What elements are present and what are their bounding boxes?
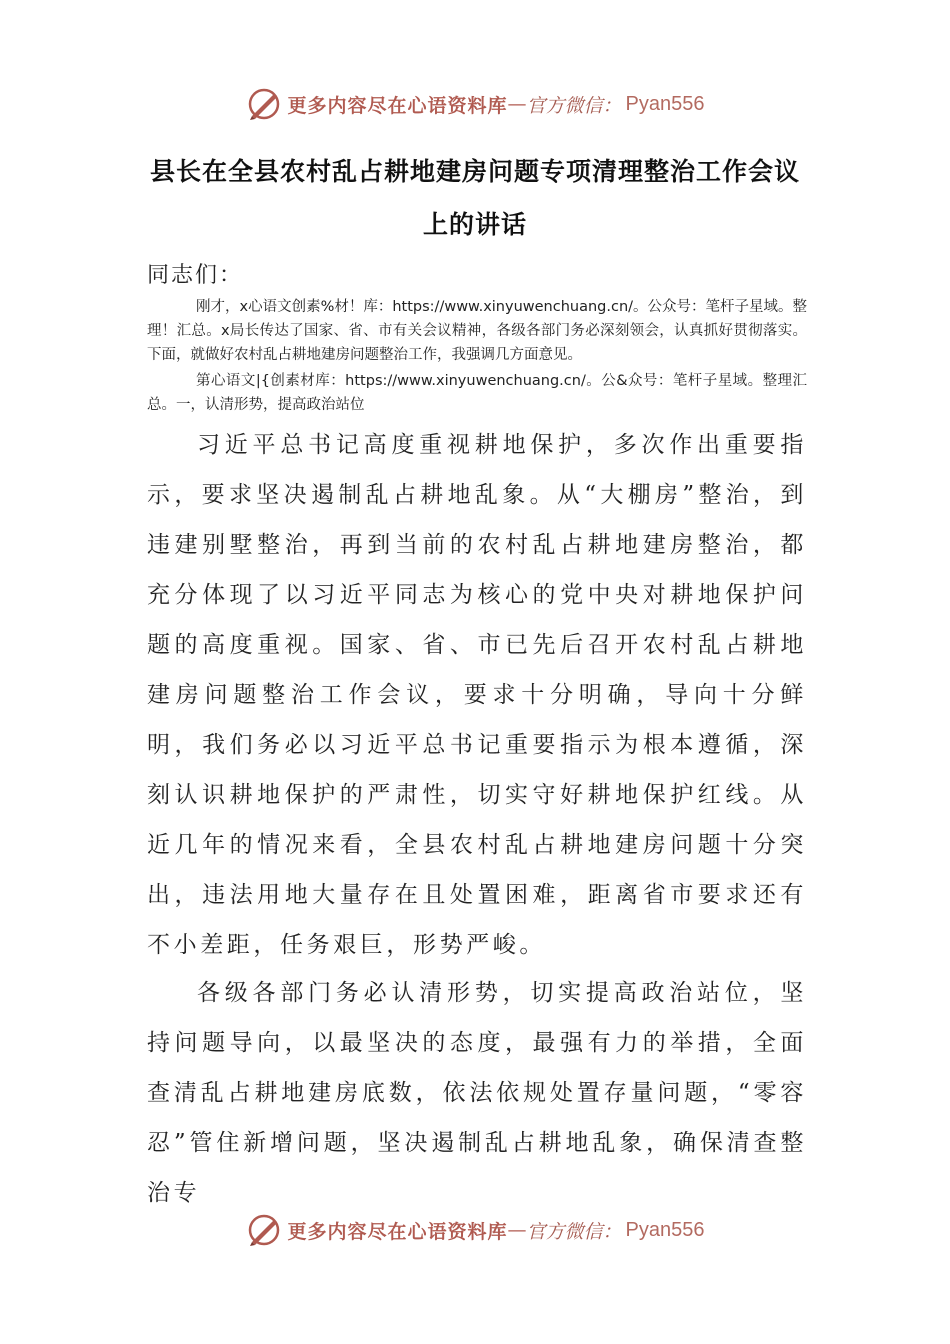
banner-wechat-id: Pyan556 [625,1218,705,1241]
pen-logo-icon [246,1212,282,1248]
pen-logo-icon [246,86,282,122]
banner-wechat-id: Pyan556 [625,92,705,115]
banner-text: 更多内容尽在心语资料库 [287,1220,508,1243]
document-title-line-1: 县长在全县农村乱占耕地建房问题专项清理整治工作会议 [149,157,800,186]
inserted-note-2: 第心语文|{创素材库：https://www.xinyuwenchuang.cn/。公&众号：笔杆子星域。整理汇总。一，认清形势，提高政治站位 [147,373,807,413]
body-paragraph-1: 习近平总书记高度重视耕地保护，多次作出重要指示，要求坚决遏制乱占耕地乱象。从“大棚房”整治，到违建别墅整治，再到当前的农村乱占耕地建房整治，都充分体现了以习近平同志为核心的党中央对耕地保护问题的高度重视。国家、省、市已先后召开农村乱占耕地建房问题整治工作会议，要求十分明确，导向十分鲜明，我们务必以习近平总书记重要指示为根本遵循，深刻认识耕地保护的严肃性，切实守好耕地保护红线。从近几年的情况来看，全县农村乱占耕地建房问题十分突出，违法用地大量存在且处置困难，距离省市要求还有不小差距，任务艰巨，形势严峻。 [147,432,807,958]
header-banner [0,84,950,124]
banner-dash: — [507,93,527,115]
banner-text: 更多内容尽在心语资料库 [287,94,508,117]
banner-dash: — [507,1219,527,1241]
body-paragraph-2: 各级各部门务必认清形势，切实提高政治站位，坚持问题导向，以最坚决的态度，最强有力的举措，全面查清乱占耕地建房底数，依法依规处置存量问题，“零容忍”管住新增问题，坚决遏制乱占耕地乱象，确保清查整治专 [147,980,807,1206]
inserted-note-1: 刚才，x心语文创素%材！库：https://www.xinyuwenchuang.cn/。公众号：笔杆子星域。整理！汇总。x局长传达了国家、省、市有关会议精神，各级各部门务必深刻领会，认真抓好贯彻落实。下面，就做好农村乱占耕地建房问题整治工作，我强调几方面意见。 [147,299,808,363]
banner-wechat-label: 官方微信： [526,1220,622,1243]
document-title-line-2: 上的讲话 [422,210,527,239]
footer-banner [0,1210,950,1250]
salutation: 同志们： [147,263,244,288]
banner-wechat-label: 官方微信： [526,94,622,117]
